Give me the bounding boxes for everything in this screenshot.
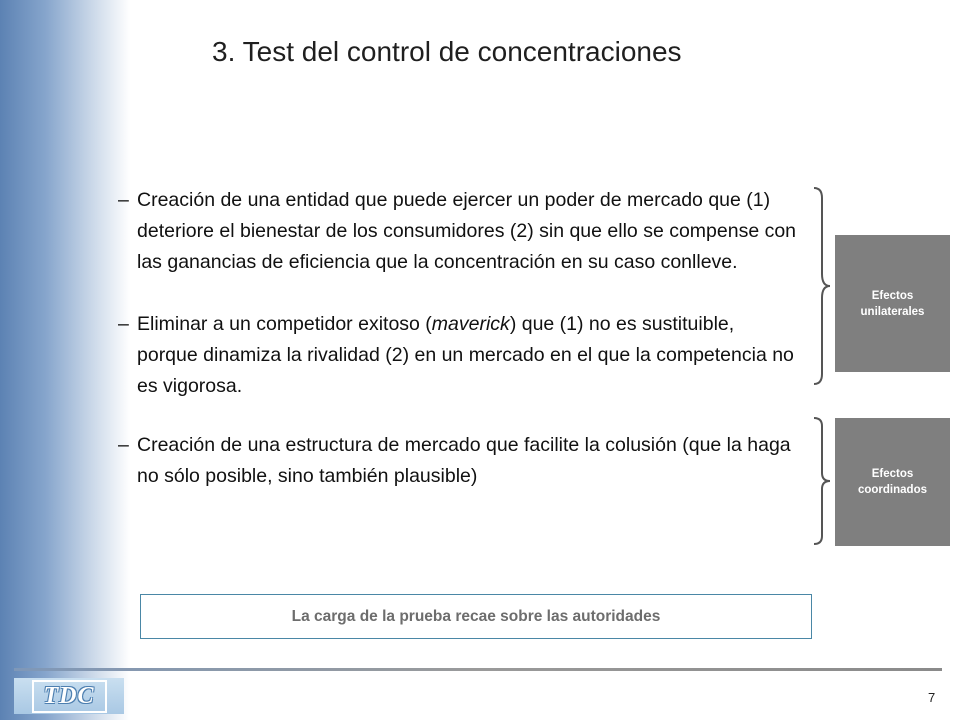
coordinated-effects-label: Efectos coordinados <box>857 468 927 496</box>
bullet-text-1 <box>137 185 798 278</box>
bullet-item-1 <box>118 185 798 278</box>
bullet-2-part-1: Eliminar a un competidor exitoso ( <box>137 313 432 335</box>
bullet-dash: – <box>118 189 129 211</box>
burden-of-proof-text: La carga de la prueba recae sobre las autoridades <box>291 607 661 625</box>
slide-title: 3. Test del control de concentraciones <box>212 36 682 67</box>
footer-divider <box>14 668 942 671</box>
bullet-2-part-3: ) que (1) no es sustituible, porque dinamiza la rivalidad (2) en un mercado en el que la competencia no es vigorosa. <box>137 313 794 397</box>
bullet-1-part-1: Creación de una entidad que puede ejercer un poder de mercado que (1) deteriore el bienestar de los consumidores (2) sin que ello se compense con las ganancias de eficiencia que la concentración en su caso conlleve. <box>137 189 797 273</box>
bullet-item-2 <box>118 309 798 402</box>
burden-of-proof-box <box>140 594 812 639</box>
bullet-2-italic-term: maverick <box>431 313 510 335</box>
bullet-text-2 <box>137 309 798 402</box>
bullet-item-3 <box>118 430 798 492</box>
bullet-dash: – <box>118 313 129 335</box>
bullet-dash: – <box>118 434 129 456</box>
page-number: 7 <box>928 690 936 705</box>
unilateral-effects-box <box>835 235 950 372</box>
coordinated-effects-box <box>835 418 950 546</box>
tdc-logo <box>14 678 124 714</box>
tdc-logo-text: TDC <box>32 680 107 713</box>
unilateral-effects-label: Efectos unilaterales <box>860 289 925 318</box>
bullet-3-part-1: Creación de una estructura de mercado que facilite la colusión (que la haga no sólo posible, sino también plausible) <box>137 434 791 487</box>
right-brace-coordinated <box>810 416 832 546</box>
left-gradient-band <box>0 0 130 720</box>
bullet-text-3 <box>137 430 798 492</box>
right-brace-unilateral <box>810 186 832 386</box>
